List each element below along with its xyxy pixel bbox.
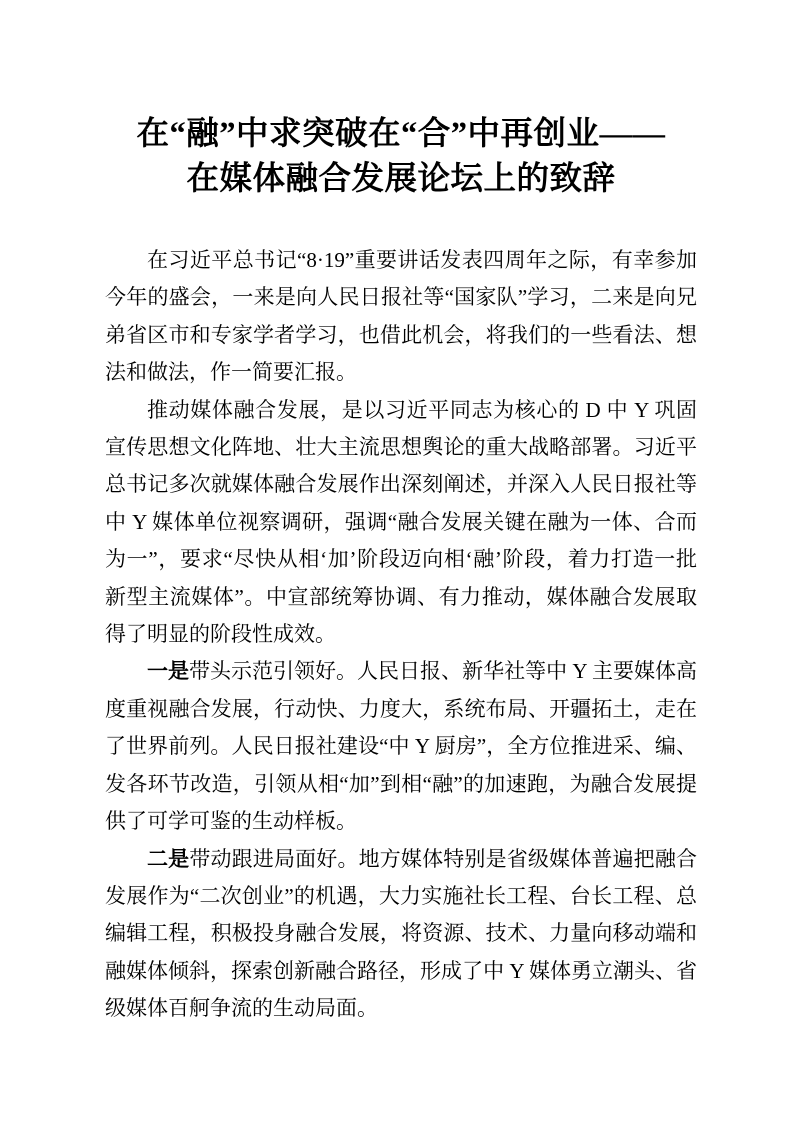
paragraph-3	[105, 653, 697, 840]
paragraph-4-lead: 二是	[147, 846, 190, 871]
paragraph-2-text: 推动媒体融合发展，是以习近平同志为核心的 D 中 Y 巩固宣传思想文化阵地、壮大主流思想舆论的重大战略部署。习近平总书记多次就媒体融合发展作出深刻阐述，并深入人民日报社等中 Y 媒体单位视察调研，强调“融合发展关键在融为一体、合而为一”，要求“尽快从相‘加’阶段迈向相‘融’阶段，着力打造一批新型主流媒体”。中宣部统筹协调、有力推动，媒体融合发展取得了明显的阶段性成效。	[105, 397, 697, 647]
paragraph-3-lead: 一是	[147, 659, 190, 684]
paragraph-1-text: 在习近平总书记“8·19”重要讲话发表四周年之际，有幸参加今年的盛会，一来是向人民日报社等“国家队”学习，二来是向兄弟省区市和专家学者学习，也借此机会，将我们的一些看法、想法和做法，作一简要汇报。	[105, 248, 697, 385]
title-line-2: 在媒体融合发展论坛上的致辞	[186, 161, 616, 197]
paragraph-1	[105, 242, 697, 392]
paragraph-4	[105, 841, 697, 1028]
paragraph-3-text: 带头示范引领好。人民日报、新华社等中 Y 主要媒体高度重视融合发展，行动快、力度大，系统布局、开疆拓土，走在了世界前列。人民日报社建设“中 Y 厨房”，全方位推进采、编、发各环节改造，引领从相“加”到相“融”的加速跑，为融合发展提供了可学可鉴的生动样板。	[105, 659, 698, 834]
paragraph-4-text: 带动跟进局面好。地方媒体特别是省级媒体普遍把融合发展作为“二次创业”的机遇，大力实施社长工程、台长工程、总编辑工程，积极投身融合发展，将资源、技术、力量向移动端和融媒体倾斜，探索创新融合路径，形成了中 Y 媒体勇立潮头、省级媒体百舸争流的生动局面。	[105, 846, 698, 1021]
title-line-1: 在“融”中求突破在“合”中再创业——	[136, 116, 666, 152]
paragraph-2	[105, 392, 697, 654]
document-title	[105, 112, 697, 202]
document-body	[105, 242, 697, 1028]
